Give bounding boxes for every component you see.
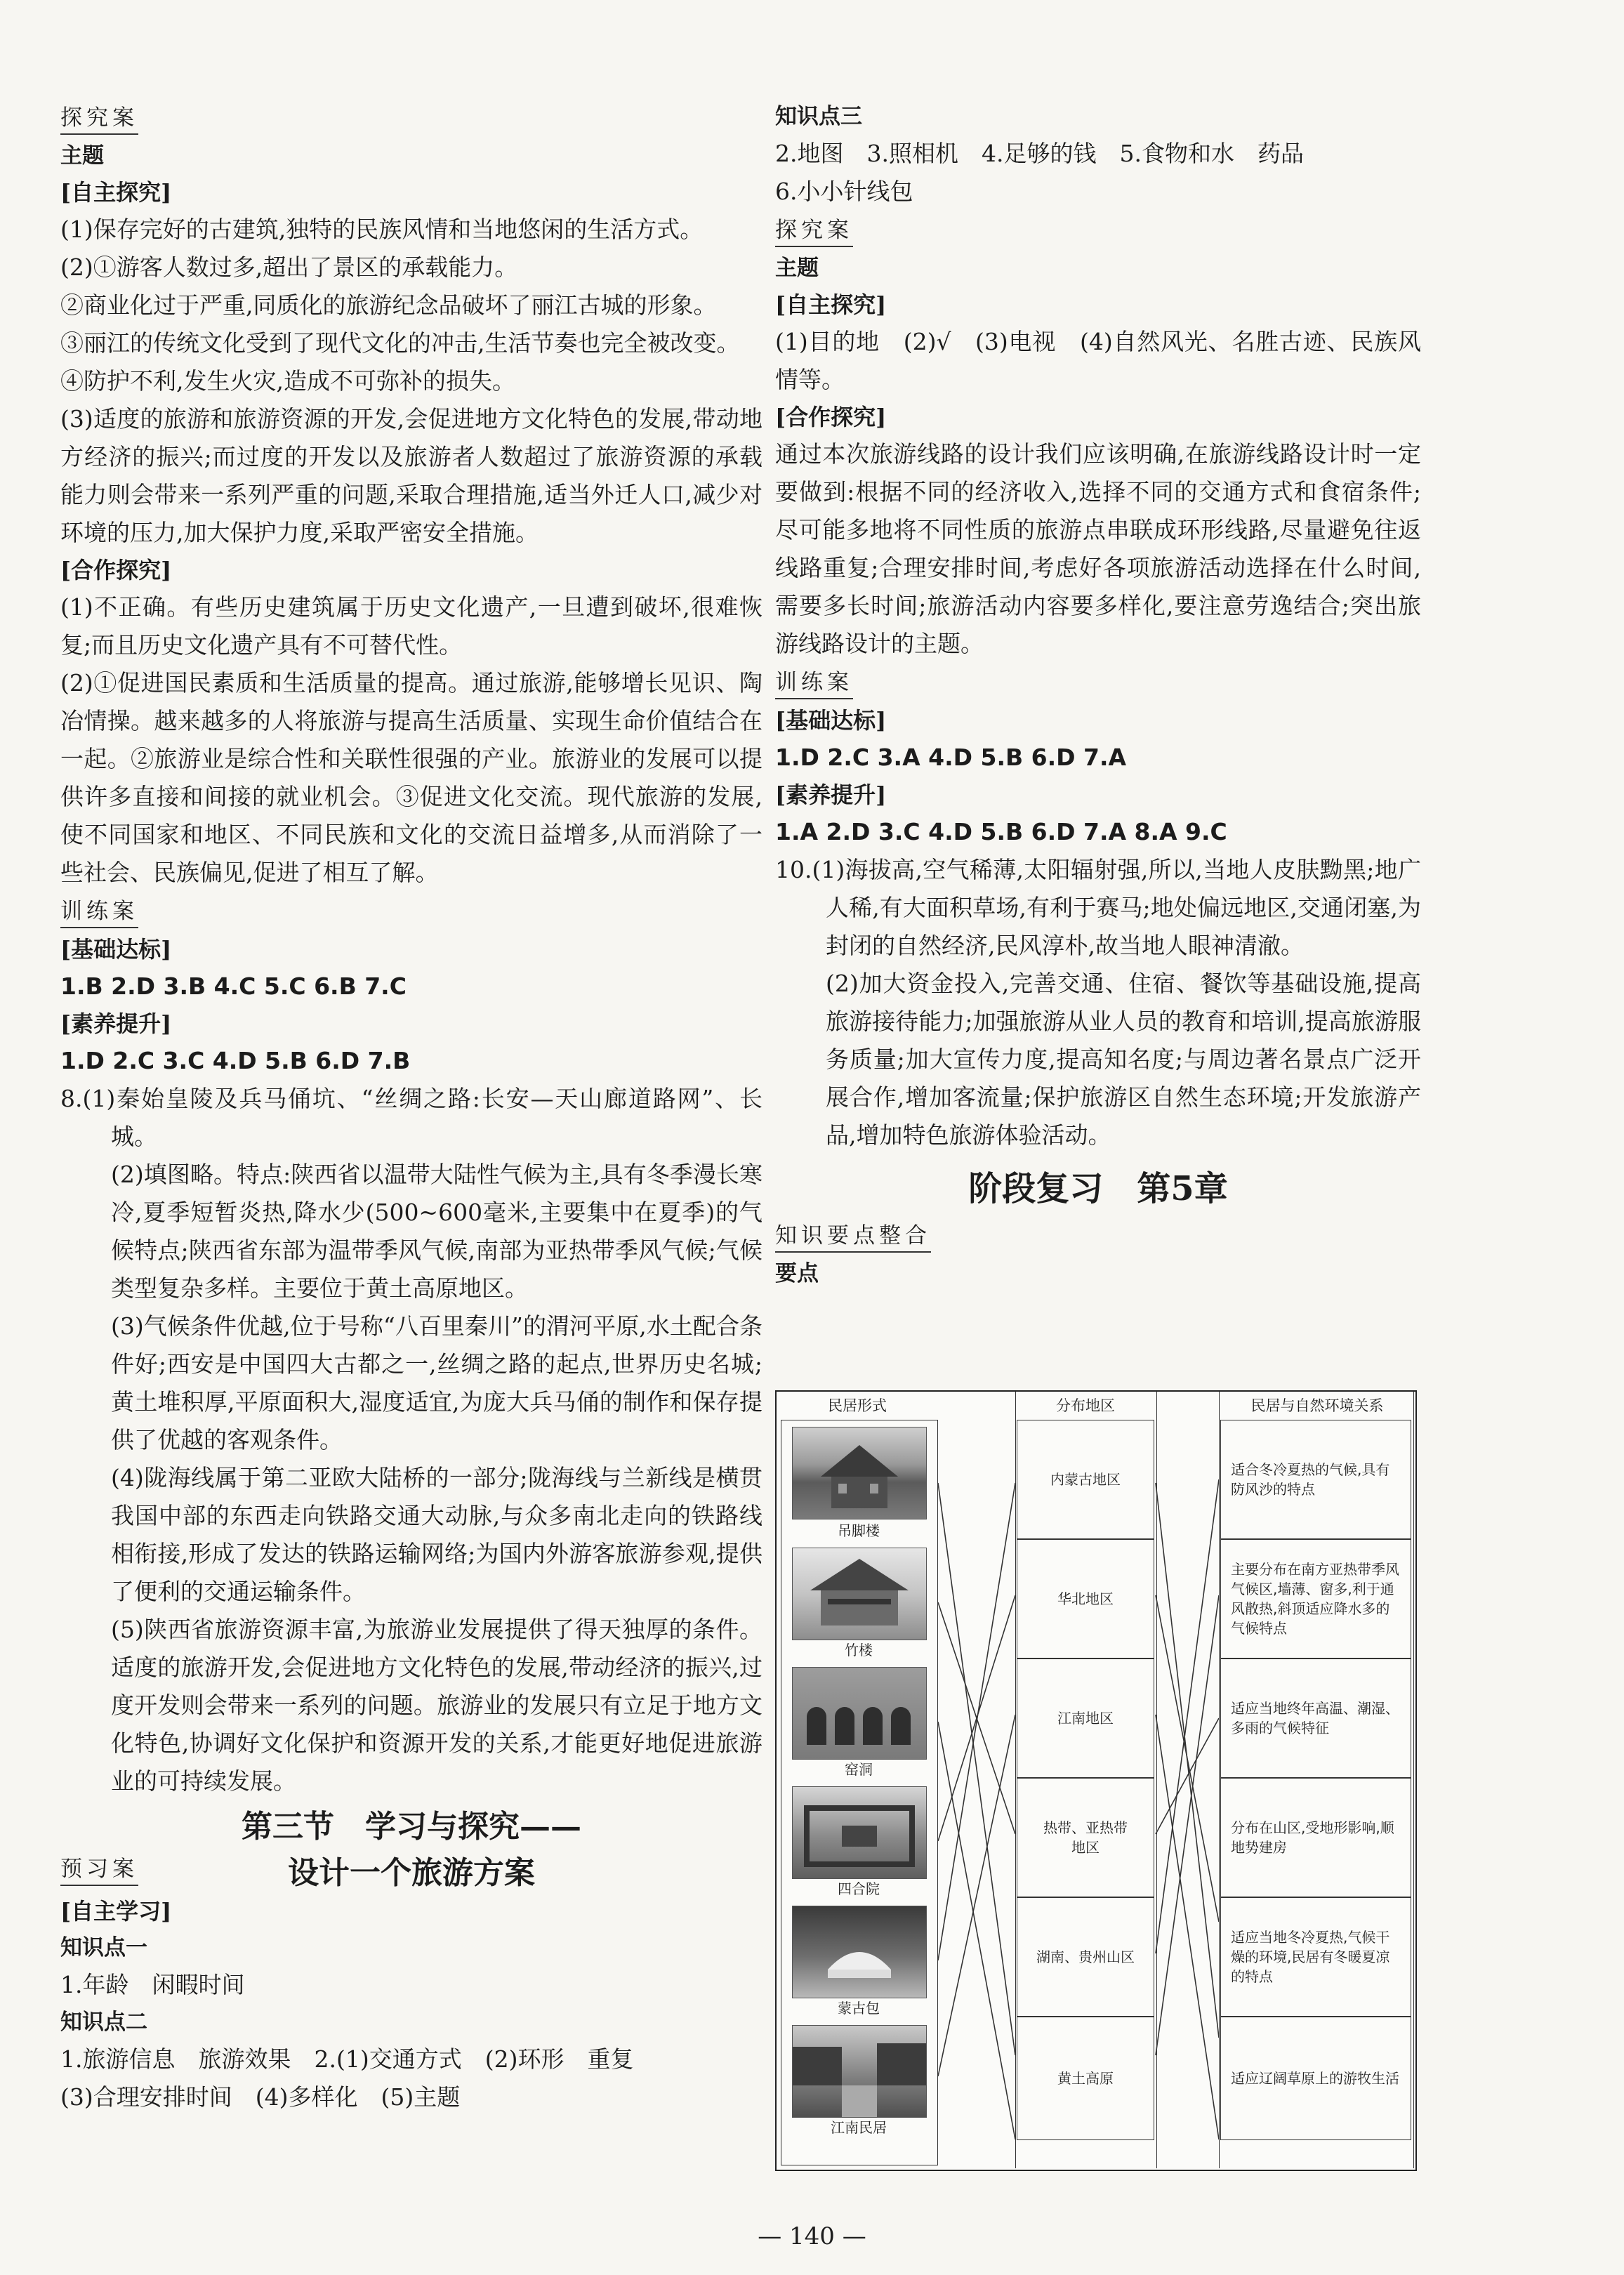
zhulou-photo	[792, 1548, 927, 1640]
self-explore-heading: [自主探究]	[60, 179, 172, 206]
section-subtitle: 设计一个旅游方案	[288, 1855, 535, 1891]
coop-explore-heading: [合作探究]	[60, 557, 172, 583]
basic-answers-text: 1.B 2.D 3.B 4.C 5.C 6.B 7.C	[60, 972, 407, 1000]
train-label: 训练案	[60, 896, 138, 928]
relation-cell: 主要分布在南方亚热带季风气候区,墙薄、窗多,利于通风散热,斜顶适应降水多的气候特点	[1220, 1539, 1411, 1659]
header-region: 分布地区	[1056, 1397, 1115, 1414]
explore-label: 探究案	[775, 215, 853, 247]
knowledge-point-1: 知识点一	[60, 1935, 147, 1960]
answer-paragraph: ④防护不利,发生火灾,造成不可弥补的损失。	[60, 367, 515, 395]
improve-answers	[775, 813, 1421, 851]
region-cell: 内蒙古地区	[1017, 1420, 1154, 1539]
knowledge-point-3: 知识点三	[775, 104, 862, 129]
improve-answers-text: 1.A 2.D 3.C 4.D 5.B 6.D 7.A 8.A 9.C	[775, 818, 1227, 845]
topic-heading: 主题	[775, 256, 819, 281]
courtyard-icon	[793, 1787, 926, 1878]
self-study-heading: [自主学习]	[60, 1898, 172, 1925]
header-dwelling: 民居形式	[828, 1397, 887, 1414]
topic-heading: 主题	[60, 143, 104, 169]
dwelling-list	[786, 1424, 931, 2163]
dwelling-name: 蒙古包	[838, 2000, 880, 2017]
basic-answers	[775, 739, 1421, 777]
answer-paragraph: (2)①游客人数过多,超出了景区的承载能力。	[60, 253, 518, 281]
coop-explore-heading: [合作探究]	[775, 404, 887, 430]
house-icon	[793, 1548, 926, 1640]
match-line	[1156, 1715, 1219, 2139]
answer-paragraph: ③丽江的传统文化受到了现代文化的冲击,生活节奏也完全被改变。	[60, 329, 740, 357]
canal-town-icon	[793, 2026, 926, 2117]
dwelling-name: 窑洞	[845, 1761, 873, 1778]
train-label: 训练案	[775, 667, 853, 699]
region-cell: 湖南、贵州山区	[1017, 1897, 1154, 2017]
right-column	[775, 98, 1421, 1292]
match-line	[1156, 1479, 1219, 1953]
match-line	[1156, 1595, 1219, 2055]
diaojiaolou-photo	[792, 1427, 927, 1519]
q8-answer: (5)陕西省旅游资源丰富,为旅游业发展提供了得天独厚的条件。适度的旅游开发,会促进地方文化特色的发展,带动经济的振兴,过度开发则会带来一系列的问题。旅游业的发展只有立足于地方文化特色,协调好文化保护和资源开发的关系,才能更好地促进旅游业的可持续发展。	[111, 1616, 763, 1795]
yurt-icon	[793, 1906, 926, 1998]
q8-answer: (4)陇海线属于第二亚欧大陆桥的一部分;陇海线与兰新线是横贯我国中部的东西走向铁路交通大动脉,与众多南北走向的铁路线相衔接,形成了发达的铁路运输网络;为国内外游客旅游参观,提供了便利的交通运输条件。	[111, 1464, 763, 1605]
knowledge-label: 知识要点整合	[775, 1220, 931, 1253]
answer-paragraph: 通过本次旅游线路的设计我们应该明确,在旅游线路设计时一定要做到:根据不同的经济收入,选择不同的交通方式和食宿条件;尽可能多地将不同性质的旅游点串联成环形线路,尽量避免往返线路重复;合理安排时间,考虑好各项旅游活动选择在什么时间,需要多长时间;旅游活动内容要多样化,要注意劳逸结合;突出旅游线路设计的主题。	[775, 440, 1421, 657]
kp2-answer: (3)合理安排时间 (4)多样化 (5)主题	[60, 2083, 461, 2111]
match-line	[1156, 1595, 1219, 1922]
section-title-row	[60, 1854, 763, 1893]
q8-answer: 8.(1)秦始皇陵及兵马俑坑、“丝绸之路:长安—天山廊道路网”、长城。	[60, 1085, 763, 1150]
q8-answer: (3)气候条件优越,位于号称“八百里秦川”的渭河平原,水土配合条件好;西安是中国四大古都之一,丝绸之路的起点,世界历史名城;黄土堆积厚,平原面积大,湿度适宜,为庞大兵马俑的制作和保存提供了优越的客观条件。	[111, 1312, 763, 1453]
improve-heading: [素养提升]	[60, 1010, 172, 1037]
answer-paragraph: (3)适度的旅游和旅游资源的开发,会促进地方文化特色的发展,带动地方经济的振兴;而过度的开发以及旅游者人数超过了旅游资源的承载能力则会带来一系列严重的问题,采取合理措施,适当外迁人口,减少对环境的压力,加大保护力度,采取严密安全措施。	[60, 405, 763, 546]
key-points-heading: 要点	[775, 1261, 819, 1286]
menggubao-photo	[792, 1906, 927, 1998]
dwelling-name: 竹楼	[845, 1642, 873, 1659]
kp3-answer: 2.地图 3.照相机 4.足够的钱 5.食物和水 药品	[775, 140, 1304, 167]
q10-answer: 10.(1)海拔高,空气稀薄,太阳辐射强,所以,当地人皮肤黝黑;地广人稀,有大面积草场,有利于赛马;地处偏远地区,交通闭塞,为封闭的自然经济,民风淳朴,故当地人眼神清澈。	[775, 856, 1421, 959]
relation-cell: 适应当地终年高温、潮湿、多雨的气候特征	[1220, 1659, 1411, 1778]
region-cell: 黄土高原	[1017, 2017, 1154, 2140]
answer-paragraph: (1)保存完好的古建筑,独特的民族风情和当地悠闲的生活方式。	[60, 216, 704, 243]
answer-paragraph: (2)①促进国民素质和生活质量的提高。通过旅游,能够增长见识、陶冶情操。越来越多的人将旅游与提高生活质量、实现生命价值结合在一起。②旅游业是综合性和关联性很强的产业。旅游业的发展可以提供许多直接和间接的就业机会。③促进文化交流。现代旅游的发展,使不同国家和地区、不同民族和文化的交流日益增多,从而消除了一些社会、民族偏见,促进了相互了解。	[60, 669, 763, 886]
match-line	[938, 1483, 1015, 1960]
page-number: — 140 —	[758, 2222, 866, 2250]
knowledge-point-2: 知识点二	[60, 2010, 147, 2035]
improve-heading: [素养提升]	[775, 782, 887, 808]
improve-answers	[60, 1042, 763, 1080]
dwelling-name: 江南民居	[831, 2119, 887, 2136]
answer-paragraph: ②商业化过于严重,同质化的旅游纪念品破坏了丽江古城的形象。	[60, 291, 717, 319]
cave-dwelling-icon	[793, 1668, 926, 1759]
improve-answers-text: 1.D 2.C 3.C 4.D 5.B 6.D 7.B	[60, 1047, 411, 1074]
yaodong-photo	[792, 1667, 927, 1760]
self-explore-heading: [自主探究]	[775, 291, 887, 318]
region-cell: 华北地区	[1017, 1539, 1154, 1659]
q10-answer: (2)加大资金投入,完善交通、住宿、餐饮等基础设施,提高旅游接待能力;加强旅游从业人员的教育和培训,提高旅游服务质量;加大宣传力度,提高知名度;与周边著名景点广泛开展合作,增加客流量;保护旅游区自然生态环境;开发旅游产品,增加特色旅游体验活动。	[826, 970, 1421, 1149]
dwelling-name: 吊脚楼	[838, 1522, 880, 1539]
house-icon	[793, 1427, 926, 1519]
region-cell: 江南地区	[1017, 1659, 1154, 1778]
relation-cell: 适应当地冬冷夏热,气候干燥的环境,民居有冬暖夏凉的特点	[1220, 1897, 1411, 2017]
answer-paragraph: (1)目的地 (2)√ (3)电视 (4)自然风光、名胜古迹、民族风情等。	[775, 328, 1421, 393]
basic-heading: [基础达标]	[775, 707, 887, 734]
siheyuan-photo	[792, 1786, 927, 1879]
relation-cell: 适合冬冷夏热的气候,具有防风沙的特点	[1220, 1420, 1411, 1539]
section-title: 第三节 学习与探究——	[242, 1809, 581, 1845]
kp2-answer: 1.旅游信息 旅游效果 2.(1)交通方式 (2)环形 重复	[60, 2045, 634, 2073]
kp1-answer: 1.年龄 闲暇时间	[60, 1971, 245, 1998]
region-cell: 热带、亚热带地区	[1017, 1778, 1154, 1897]
relation-cell: 适应辽阔草原上的游牧生活	[1220, 2017, 1411, 2140]
dwelling-name: 四合院	[838, 1880, 880, 1897]
review-title: 阶段复习 第5章	[968, 1169, 1228, 1208]
dwelling-matching-table	[775, 1390, 1417, 2171]
basic-heading: [基础达标]	[60, 936, 172, 963]
header-relation: 民居与自然环境关系	[1250, 1397, 1384, 1414]
basic-answers-text: 1.D 2.C 3.A 4.D 5.B 6.D 7.A	[775, 744, 1127, 771]
kp3-answer: 6.小小针线包	[775, 178, 913, 205]
left-column	[60, 98, 763, 2116]
q8-answer: (2)填图略。特点:陕西省以温带大陆性气候为主,具有冬季漫长寒冷,夏季短暂炎热,降水少(500~600毫米,主要集中在夏季)的气候特点;陕西省东部为温带季风气候,南部为亚热带季风气候;气候类型复杂多样。主要位于黄土高原地区。	[111, 1161, 763, 1302]
jiangnan-photo	[792, 2025, 927, 2118]
basic-answers	[60, 968, 763, 1005]
match-line	[938, 1722, 1015, 2139]
relation-cell: 分布在山区,受地形影响,顺地势建房	[1220, 1778, 1411, 1897]
explore-label: 探究案	[60, 103, 138, 135]
answer-paragraph: (1)不正确。有些历史建筑属于历史文化遗产,一旦遭到破坏,很难恢复;而且历史文化遗产具有不可替代性。	[60, 593, 763, 659]
preview-label: 预习案	[60, 1854, 138, 1886]
